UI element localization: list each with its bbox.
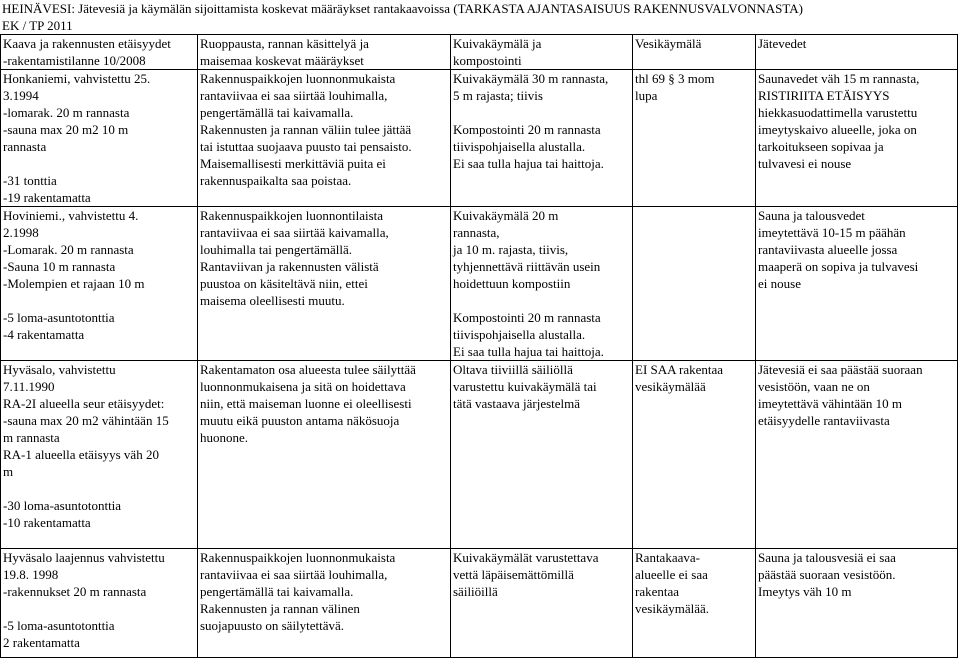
cell-vesikaymala <box>633 207 756 361</box>
cell-kuivakaymala: Kuivakäymälä 20 m rannasta, ja 10 m. rajasta, tiivis, tyhjennettävä riittävän usein hoidettuun kompostiin Kompostointi 20 m rannasta tiivispohjaisella alustalla. Ei saa tulla hajua tai haittoja. <box>451 207 633 361</box>
cell-jatevedet: Sauna ja talousvesiä ei saa päästää suoraan vesistöön. Imeytys väh 10 m <box>756 549 958 658</box>
cell-kuivakaymala: Oltava tiiviillä säiliöllä varustettu kuivakäymälä tai tätä vastaava järjestelmä <box>451 361 633 549</box>
cell-kuivakaymala: Kuivakäymälät varustettava vettä läpäisemättömillä säiliöillä <box>451 549 633 658</box>
cell-vesikaymala: Rantakaava- alueelle ei saa rakentaa vesikäymälää. <box>633 549 756 658</box>
header-kuivakaymala: Kuivakäymälä ja kompostointi <box>451 35 633 70</box>
cell-jatevedet: Jätevesiä ei saa päästää suoraan vesistöön, vaan ne on imeytettävä vähintään 10 m etäisyydelle rantaviivasta <box>756 361 958 549</box>
cell-vesikaymala: thl 69 § 3 mom lupa <box>633 70 756 207</box>
cell-ruoppaus: Rakentamaton osa alueesta tulee säilyttää luonnonmukaisena ja sitä on hoidettava niin, että maiseman luonne ei oleellisesti muutu eikä puuston antama näkösuoja huonone. <box>198 361 451 549</box>
header-kaava: Kaava ja rakennusten etäisyydet -rakentamistilanne 10/2008 <box>1 35 198 70</box>
cell-kuivakaymala: Kuivakäymälä 30 m rannasta, 5 m rajasta; tiivis Kompostointi 20 m rannasta tiivispohjaisella alustalla. Ei saa tulla hajua tai haittoja. <box>451 70 633 207</box>
header-ruoppaus: Ruoppausta, rannan käsittelyä ja maisemaa koskevat määräykset <box>198 35 451 70</box>
cell-kaava: Hoviniemi., vahvistettu 4. 2.1998 -Lomarak. 20 m rannasta -Sauna 10 m rannasta -Molempien et rajaan 10 m -5 loma-asuntotonttia -4 rakentamatta <box>1 207 198 361</box>
title-line-2: EK / TP 2011 <box>2 18 73 33</box>
cell-kaava: Hyväsalo, vahvistettu 7.11.1990 RA-2I alueella seur etäisyydet: -sauna max 20 m2 vähintään 15 m rannasta RA-1 alueella etäisyys väh 20 m -30 loma-asuntotonttia -10 rakentamatta <box>1 361 198 549</box>
cell-ruoppaus: Rakennuspaikkojen luonnonmukaista rantaviivaa ei saa siirtää louhimalla, pengertämällä tai kaivamalla. Rakennusten ja rannan välinen suojapuusto on säilytettävä. <box>198 549 451 658</box>
regulations-table <box>0 34 958 658</box>
cell-jatevedet: Saunavedet väh 15 m rannasta, RISTIRIITA ETÄISYYS hiekkasuodattimella varustettu imeytyskaivo alueelle, joka on tarkoitukseen sopivaa ja tulvavesi ei nouse <box>756 70 958 207</box>
title-line-1: HEINÄVESI: Jätevesiä ja käymälän sijoittamista koskevat määräykset rantakaavoissa (TARKASTA AJANTASAISUUS RAKENNUSVALVONNASTA) <box>2 1 804 16</box>
table-row <box>1 207 958 361</box>
cell-jatevedet: Sauna ja talousvedet imeytettävä 10-15 m päähän rantaviivasta alueelle jossa maaperä on sopiva ja tulvavesi ei nouse <box>756 207 958 361</box>
cell-kaava: Honkaniemi, vahvistettu 25. 3.1994 -lomarak. 20 m rannasta -sauna max 20 m2 10 m rannasta -31 tonttia -19 rakentamatta <box>1 70 198 207</box>
header-vesikaymala: Vesikäymälä <box>633 35 756 70</box>
cell-ruoppaus: Rakennuspaikkojen luonnonmukaista rantaviivaa ei saa siirtää louhimalla, pengertämällä tai kaivamalla. Rakennusten ja rannan väliin tulee jättää tai istuttaa suojaava puusto tai pensaisto. Maisemallisesti merkittäviä puita ei rakennuspaikalta saa poistaa. <box>198 70 451 207</box>
cell-ruoppaus: Rakennuspaikkojen luonnontilaista rantaviivaa ei saa siirtää kaivamalla, louhimalla tai pengertämällä. Rantaviivan ja rakennusten välistä puustoa on käsiteltävä niin, ettei maisema oleellisesti muutu. <box>198 207 451 361</box>
document-title <box>0 0 959 34</box>
cell-vesikaymala: EI SAA rakentaa vesikäymälää <box>633 361 756 549</box>
header-jatevedet: Jätevedet <box>756 35 958 70</box>
table-header-row <box>1 35 958 70</box>
cell-kaava: Hyväsalo laajennus vahvistettu 19.8. 1998 -rakennukset 20 m rannasta -5 loma-asuntotonttia 2 rakentamatta <box>1 549 198 658</box>
table-row <box>1 70 958 207</box>
table-row <box>1 549 958 658</box>
table-row <box>1 361 958 549</box>
